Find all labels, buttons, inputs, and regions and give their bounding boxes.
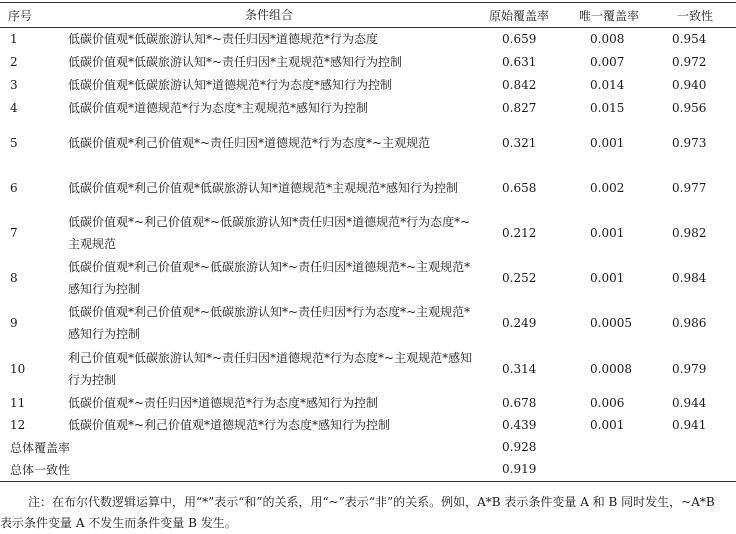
row-consistency: 0.954 (672, 32, 707, 46)
row-index: 5 (10, 135, 18, 150)
row-consistency: 0.972 (672, 54, 707, 69)
table-row (0, 211, 736, 255)
row-raw: 0.631 (502, 54, 537, 69)
row-consistency: 0.986 (672, 316, 707, 330)
row-consistency: 0.940 (672, 77, 707, 92)
summary-value: 0.928 (502, 440, 537, 454)
row-combo: 低碳价值观*利己价值观*~低碳旅游认知*~责任归因*行为态度*~主观规范*感知行为控制 (68, 305, 471, 341)
row-raw: 0.314 (502, 361, 537, 376)
row-combo: 低碳价值观*道德规范*行为态度*主观规范*感知行为控制 (68, 101, 369, 115)
header-consistency: 一致性 (654, 3, 736, 28)
row-combo: 低碳价值观*利己价值观*~低碳旅游认知*~责任归因*道德规范*~主观规范*感知行为控制 (68, 259, 471, 296)
table-row (0, 165, 736, 211)
header-unique-coverage: 唯一覆盖率 (564, 3, 654, 28)
row-unique: 0.014 (590, 77, 625, 92)
row-raw: 0.827 (502, 101, 537, 115)
row-combo: 低碳价值观*低碳旅游认知*~责任归因*道德规范*行为态度 (68, 32, 379, 46)
summary-row (0, 436, 736, 458)
row-raw: 0.212 (502, 226, 537, 240)
row-unique: 0.001 (590, 135, 625, 150)
row-index: 12 (10, 418, 26, 432)
row-unique: 0.0008 (590, 361, 632, 376)
summary-label: 总体一致性 (0, 458, 474, 481)
row-index: 8 (10, 270, 18, 285)
row-raw: 0.249 (502, 316, 537, 330)
summary-label: 总体覆盖率 (10, 440, 71, 455)
header-row (0, 3, 736, 28)
table-row (0, 346, 736, 391)
row-combo: 利己价值观*低碳旅游认知*~责任归因*道德规范*行为态度*~主观规范*感知行为控制 (68, 350, 473, 387)
configuration-table (0, 2, 736, 482)
table-row (0, 300, 736, 346)
table-row (0, 50, 736, 73)
row-unique: 0.0005 (590, 316, 632, 330)
table-row (0, 414, 736, 436)
row-raw: 0.842 (502, 77, 537, 92)
row-unique: 0.001 (590, 270, 625, 285)
row-index: 1 (10, 32, 18, 46)
row-unique: 0.015 (590, 101, 625, 115)
row-consistency: 0.977 (672, 181, 707, 195)
row-index: 11 (10, 395, 26, 410)
row-combo: 低碳价值观*低碳旅游认知*~责任归因*主观规范*感知行为控制 (68, 54, 403, 69)
row-unique: 0.008 (590, 32, 625, 46)
table-row (0, 120, 736, 165)
header-combo: 条件组合 (64, 3, 474, 28)
row-index: 6 (10, 181, 18, 195)
summary-row (0, 458, 736, 481)
row-raw: 0.321 (502, 135, 537, 150)
row-unique: 0.002 (590, 181, 625, 195)
row-raw: 0.659 (502, 32, 537, 46)
row-combo: 低碳价值观*利己价值观*~责任归因*道德规范*行为态度*~主观规范 (68, 135, 431, 150)
row-unique: 0.006 (590, 395, 625, 410)
header-raw-coverage: 原始覆盖率 (474, 3, 564, 28)
row-combo: 低碳价值观*~责任归因*道德规范*行为态度*感知行为控制 (68, 395, 379, 410)
row-consistency: 0.944 (672, 395, 707, 410)
row-index: 9 (10, 316, 18, 330)
row-raw: 0.252 (502, 270, 537, 285)
summary-value: 0.919 (474, 458, 564, 481)
row-index: 10 (10, 361, 26, 376)
row-index: 4 (10, 101, 18, 115)
row-index: 7 (10, 226, 18, 240)
table-row (0, 255, 736, 300)
row-combo: 低碳价值观*~利己价值观*道德规范*行为态度*感知行为控制 (68, 418, 391, 432)
row-raw: 0.658 (502, 181, 537, 195)
row-consistency: 0.973 (672, 135, 707, 150)
row-index: 3 (10, 77, 18, 92)
row-index: 2 (10, 54, 18, 69)
table-row (0, 73, 736, 96)
row-consistency: 0.956 (672, 101, 707, 115)
row-combo: 低碳价值观*利己价值观*低碳旅游认知*道德规范*主观规范*感知行为控制 (68, 181, 459, 195)
row-consistency: 0.982 (672, 226, 707, 240)
row-unique: 0.007 (590, 54, 625, 69)
header-index: 序号 (0, 3, 64, 28)
row-unique: 0.001 (590, 226, 625, 240)
table-row (0, 391, 736, 414)
table-row (0, 28, 736, 51)
row-combo: 低碳价值观*低碳旅游认知*道德规范*行为态度*感知行为控制 (68, 77, 393, 92)
table-row (0, 96, 736, 120)
row-consistency: 0.979 (672, 361, 707, 376)
row-raw: 0.439 (502, 418, 537, 432)
row-combo: 低碳价值观*~利己价值观*~低碳旅游认知*责任归因*道德规范*行为态度*~主观规范 (68, 215, 471, 251)
row-raw: 0.678 (502, 395, 537, 410)
row-consistency: 0.984 (672, 270, 707, 285)
table-footnote: 注：在布尔代数逻辑运算中，用“*”表示“和”的关系，用“~”表示“非”的关系。例如，A*B 表示条件变量 A 和 B 同时发生，~A*B 表示条件变量 A 不发生而条件变量 B 发生。 (0, 495, 715, 530)
row-consistency: 0.941 (672, 418, 707, 432)
row-unique: 0.001 (590, 418, 625, 432)
